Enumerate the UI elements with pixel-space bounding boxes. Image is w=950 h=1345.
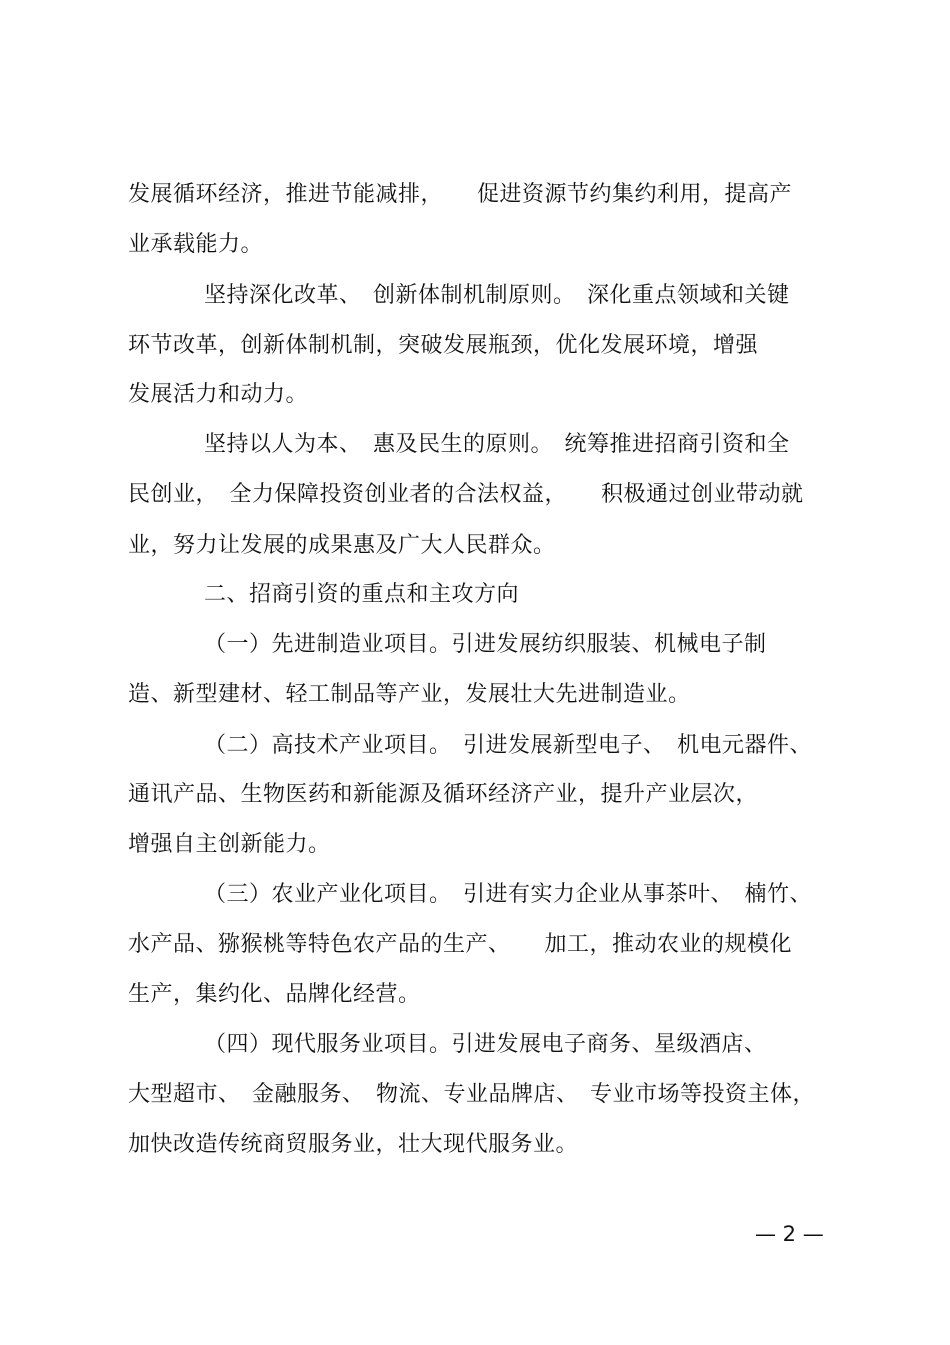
text-line: 坚持以人为本、 惠及民生的原则。 统筹推进招商引资和全 [204, 432, 790, 457]
text-line: 生产，集约化、品牌化经营。 [128, 982, 421, 1007]
text-line: （四）现代服务业项目。引进发展电子商务、星级酒店、 [204, 1032, 767, 1057]
text-line: 民创业， 全力保障投资创业者的合法权益， 积极通过创业带动就 [128, 482, 804, 507]
text-line: 通讯产品、生物医药和新能源及循环经济产业，提升产业层次， [128, 782, 759, 807]
text-line: 大型超市、 金融服务、 物流、专业品牌店、 专业市场等投资主体， [128, 1082, 816, 1107]
text-line: 业，努力让发展的成果惠及广大人民群众。 [128, 533, 556, 558]
text-line: 发展循环经济，推进节能减排， 促进资源节约集约利用，提高产 [128, 182, 793, 207]
text-line: （三）农业产业化项目。 引进有实力企业从事茶叶、 楠竹、 [204, 882, 813, 907]
section-heading: 二、招商引资的重点和主攻方向 [204, 582, 520, 607]
text-line: 业承载能力。 [128, 232, 264, 257]
text-line: 增强自主创新能力。 [128, 832, 331, 857]
text-line: 水产品、猕猴桃等特色农产品的生产、 加工，推动农业的规模化 [128, 932, 793, 957]
text-line: 加快改造传统商贸服务业，壮大现代服务业。 [128, 1132, 579, 1157]
text-line: （一）先进制造业项目。引进发展纺织服装、机械电子制 [204, 632, 767, 657]
text-line: 环节改革，创新体制机制，突破发展瓶颈，优化发展环境，增强 [128, 333, 759, 358]
text-line: 发展活力和动力。 [128, 382, 309, 407]
page-number: — 2 — [755, 1222, 824, 1246]
text-line: 坚持深化改革、 创新体制机制原则。 深化重点领域和关键 [204, 283, 790, 308]
text-line: 造、新型建材、轻工制品等产业，发展壮大先进制造业。 [128, 682, 691, 707]
text-line: （二）高技术产业项目。 引进发展新型电子、 机电元器件、 [204, 733, 813, 758]
